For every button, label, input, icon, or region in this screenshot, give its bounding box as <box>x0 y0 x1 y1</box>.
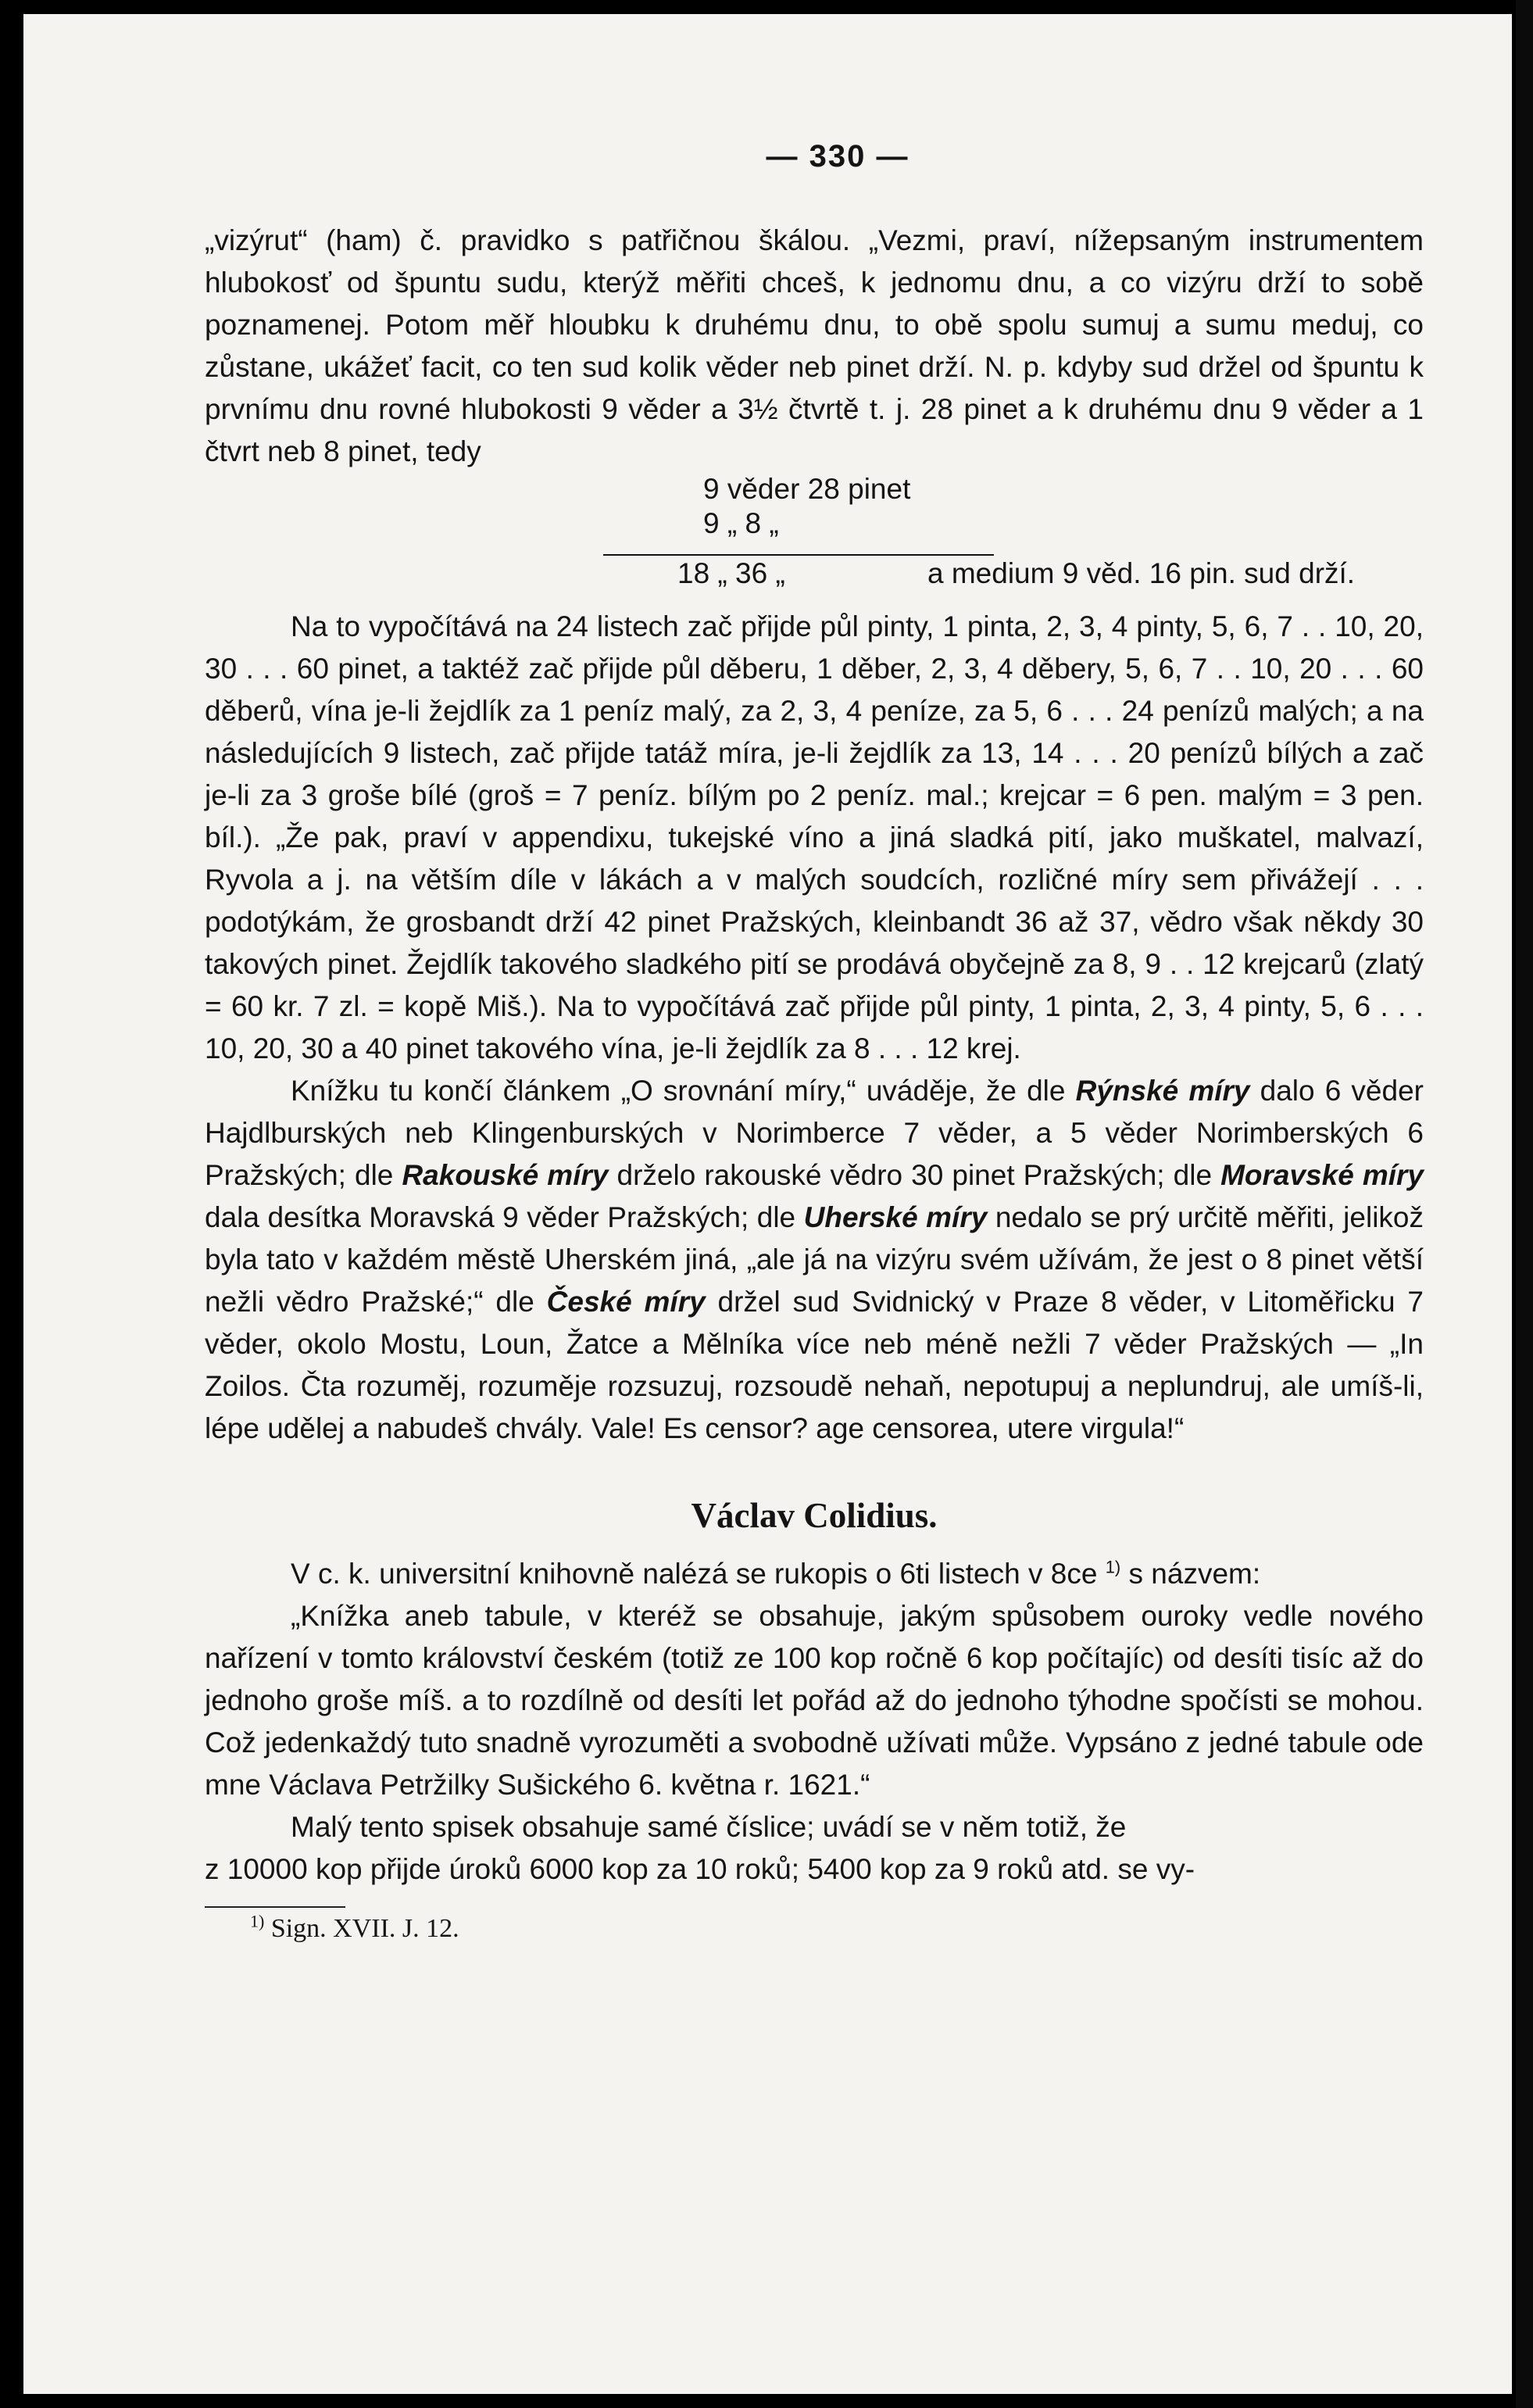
comparison-emphasis-rynske: Rýnské míry <box>1075 1075 1250 1107</box>
scan-edge <box>1516 0 1533 2408</box>
calc-row-2: 9 „ 8 „ <box>703 507 779 539</box>
comparison-text-2: dalo 6 věder Hajdlburských neb Klingenburských v Norimberce 7 věder, a 5 věder Norimberských 6 Pražských; dle <box>205 1075 1424 1191</box>
calc-result: a medium 9 věd. 16 pin. sud drží. <box>927 557 1356 589</box>
manuscript-text: V c. k. universitní knihovně nalézá se rukopis o 6ti listech v 8ce <box>291 1558 1106 1590</box>
page-number: — 330 — <box>766 139 909 174</box>
page-content <box>205 139 1424 1944</box>
comparison-emphasis-moravske: Moravské míry <box>1220 1159 1424 1191</box>
paragraph-title-quote: „Knížka aneb tabule, v kteréž se obsahuje, jakým spůsobem ouroky vedle nového nařízení v tomto království českém (totiž ze 100 kop ročně 6 kop počítajíc) od desíti tisíc až do jednoho groše míš. a to rozdílně od desíti let pořád až do jednoho týhodne spočísti se mohou. Což jedenkaždý tuto snadně vyrozuměti a svobodně užívati může. Vypsáno z jedné tabule ode mne Václava Petržilky Sušického 6. května r. 1621.“ <box>205 1600 1424 1801</box>
section-heading: Václav Colidius. <box>691 1496 938 1535</box>
comparison-text-1: Knížku tu končí článkem „O srovnání míry,“ uváděje, že dle <box>291 1075 1076 1107</box>
paragraph-manuscript <box>205 1553 1424 1595</box>
comparison-emphasis-ceske: České míry <box>546 1286 706 1318</box>
volume-calculation <box>205 473 1424 606</box>
footnote-marker: 1) <box>250 1911 265 1931</box>
manuscript-tail: s názvem: <box>1120 1558 1261 1590</box>
paragraph-wine-measures: Na to vypočítává na 24 listech zač přijde půl pinty, 1 pinta, 2, 3, 4 pinty, 5, 6, 7 . . 10, 20, 30 . . . 60 pinet, a taktéž zač přijde půl děberu, 1 děber, 2, 3, 4 děbery, 5, 6, 7 . . 10, 20 . . . 60 děberů, vína je-li žejdlík za 1 peníz malý, za 2, 3, 4 peníze, za 5, 6 . . . 24 penízů malých; a na následujících 9 listech, zač přijde tatáž míra, je-li žejdlík za 13, 14 . . . 20 penízů bílých a zač je-li za 3 groše bílé (groš = 7 peníz. bílým po 2 peníz. mal.; krejcar = 6 pen. malým = 3 pen. bíl.). „Že pak, praví v appendixu, tukejské víno a jiná sladká pití, jako muškatel, malvazí, Ryvola a j. na větším díle v lákách a v malých soudcích, rozličné míry sem přivážejí . . . podotýkám, že grosbandt drží 42 pinet Pražských, kleinbandt 36 až 37, vědro však někdy 30 takových pinet. Žejdlík takového sladkého pití se prodává obyčejně za 8, 9 . . 12 krejcarů (zlatý = 60 kr. 7 zl. = kopě Miš.). Na to vypočítává zač přijde půl pinty, 1 pinta, 2, 3, 4 pinty, 5, 6 . . . 10, 20, 30 a 40 pinet takového vína, je-li žejdlík za 8 . . . 12 krej. <box>205 610 1424 1064</box>
calc-sum-rule <box>603 554 994 556</box>
footnote <box>205 1911 1424 1944</box>
paragraph-intro: „vizýrut“ (ham) č. pravidko s patřičnou škálou. „Vezmi, praví, nížepsaným instrumentem hlubokosť od špuntu sudu, kterýž měřiti chceš, k jednomu dnu, a co vizýru drží to sobě poznamenej. Potom měř hloubku k druhému dnu, to obě spolu sumuj a sumu meduj, co zůstane, ukážeť facit, co ten sud kolik věder neb pinet drží. N. p. kdyby sud držel od špuntu k prvnímu dnu rovné hlubokosti 9 věder a 3½ čtvrtě t. j. 28 pinet a k druhému dnu 9 věder a 1 čtvrt neb 8 pinet, tedy <box>205 224 1424 467</box>
footnote-divider <box>205 1906 345 1908</box>
comparison-text-3: drželo rakouské vědro 30 pinet Pražských; dle <box>608 1159 1221 1191</box>
paragraph-description: Malý tento spisek obsahuje samé číslice; uvádí se v něm totiž, že <box>291 1811 1127 1843</box>
calc-row-1: 9 věder 28 pinet <box>703 473 911 505</box>
paragraph-interest-values: z 10000 kop přijde úroků 6000 kop za 10 roků; 5400 kop za 9 roků atd. se vy- <box>205 1853 1195 1885</box>
comparison-text-4: dala desítka Moravská 9 věder Pražských; dle <box>205 1201 804 1233</box>
footnote-reference: 1) <box>1105 1557 1121 1577</box>
paragraph-comparison <box>205 1070 1424 1450</box>
comparison-text-6: držel sud Svidnický v Praze 8 věder, v Litoměřicku 7 věder, okolo Mostu, Loun, Žatce a Mělníka více neb méně nežli 7 věder Pražských — „In Zoilos. Čta rozuměj, rozuměje rozsuzuj, rozsoudě nehaň, nepotupuj a neplundruj, ale umíš-li, lépe udělej a nabudeš chvály. Vale! Es censor? age censorea, utere virgula!“ <box>205 1286 1424 1444</box>
comparison-emphasis-uherske: Uherské míry <box>803 1201 988 1233</box>
calc-row-3: 18 „ 36 „ <box>677 557 785 589</box>
comparison-text-5: nedalo se prý určitě měřiti, jelikož byla tato v každém městě Uherském jiná, „ale já na vizýru svém užívám, že jest o 8 pinet větší nežli vědro Pražské;“ dle <box>205 1201 1424 1318</box>
book-page <box>23 14 1512 2394</box>
comparison-emphasis-rakouske: Rakouské míry <box>402 1159 609 1191</box>
footnote-text: Sign. XVII. J. 12. <box>264 1914 459 1943</box>
